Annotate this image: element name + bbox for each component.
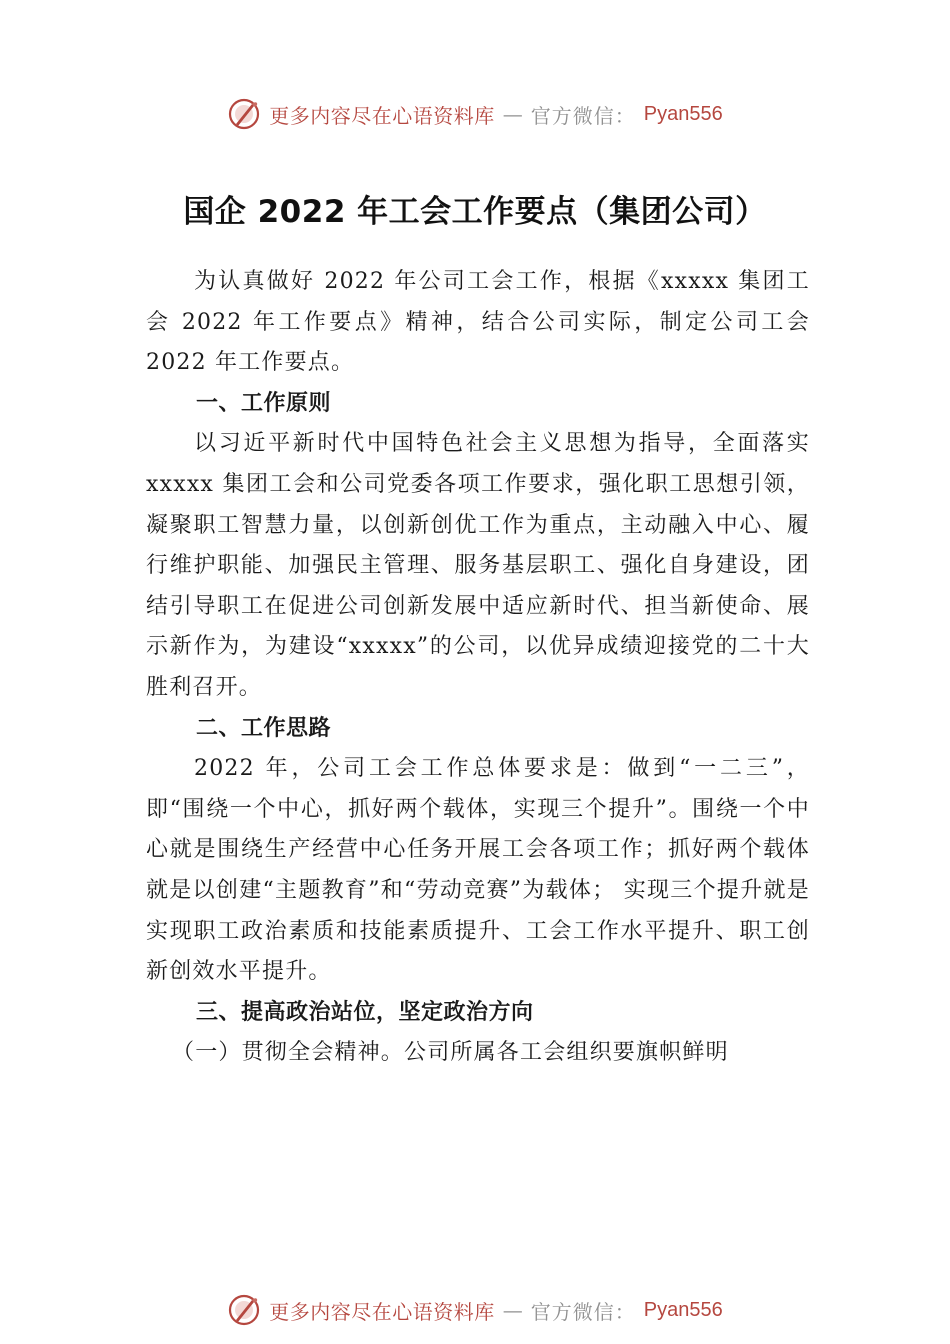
section-heading-approach: 二、工作思路: [196, 715, 332, 741]
section-heading-principles: 一、工作原则: [196, 390, 332, 416]
watermark-brand-text: 更多内容尽在心语资料库: [269, 103, 495, 128]
watermark-wechat-id: Pyan556: [643, 1298, 723, 1321]
section-paragraph-political: （一）贯彻全会精神。公司所属各工会组织要旗帜鲜明: [172, 1040, 729, 1066]
section-paragraph-approach: 2022 年，公司工会工作总体要求是：做到“一二三”，即“围绕一个中心，抓好两个载体，实现三个提升”。围绕一个中心就是围绕生产经营中心任务开展工会各项工作；抓好两个载体就是以创建“主题教育”和“劳动竞赛”为载体； 实现三个提升就是实现职工政治素质和技能素质提升、工会工作水平提升、职工创新创效水平提升。: [146, 756, 810, 985]
document-body: [146, 262, 810, 1074]
watermark-separator: —: [502, 102, 523, 126]
watermark-wechat-id: Pyan556: [643, 102, 723, 125]
section-heading-political: 三、提高政治站位，坚定政治方向: [196, 999, 534, 1025]
watermark-separator: —: [502, 1298, 523, 1322]
watermark-brand-text: 更多内容尽在心语资料库: [269, 1299, 495, 1324]
watermark-wechat-label: 官方微信：: [530, 1299, 636, 1324]
watermark-wechat-label: 官方微信：: [530, 103, 636, 128]
quill-pen-icon: [227, 1293, 261, 1327]
intro-paragraph: 为认真做好 2022 年公司工会工作，根据《xxxxx 集团工会 2022 年工作要点》精神，结合公司实际，制定公司工会 2022 年工作要点。: [146, 269, 810, 376]
document-title: 国企 2022 年工会工作要点（集团公司）: [183, 194, 767, 230]
quill-pen-icon: [227, 97, 261, 131]
footer-watermark: [0, 1290, 950, 1330]
header-watermark: [0, 94, 950, 134]
section-paragraph-principles: 以习近平新时代中国特色社会主义思想为指导，全面落实 xxxxx 集团工会和公司党委各项工作要求，强化职工思想引领，凝聚职工智慧力量，以创新创优工作为重点，主动融入中心、履行维护职能、加强民主管理、服务基层职工、强化自身建设，团结引导职工在促进公司创新发展中适应新时代、担当新使命、展示新作为，为建设“xxxxx”的公司，以优异成绩迎接党的二十大胜利召开。: [146, 431, 810, 700]
